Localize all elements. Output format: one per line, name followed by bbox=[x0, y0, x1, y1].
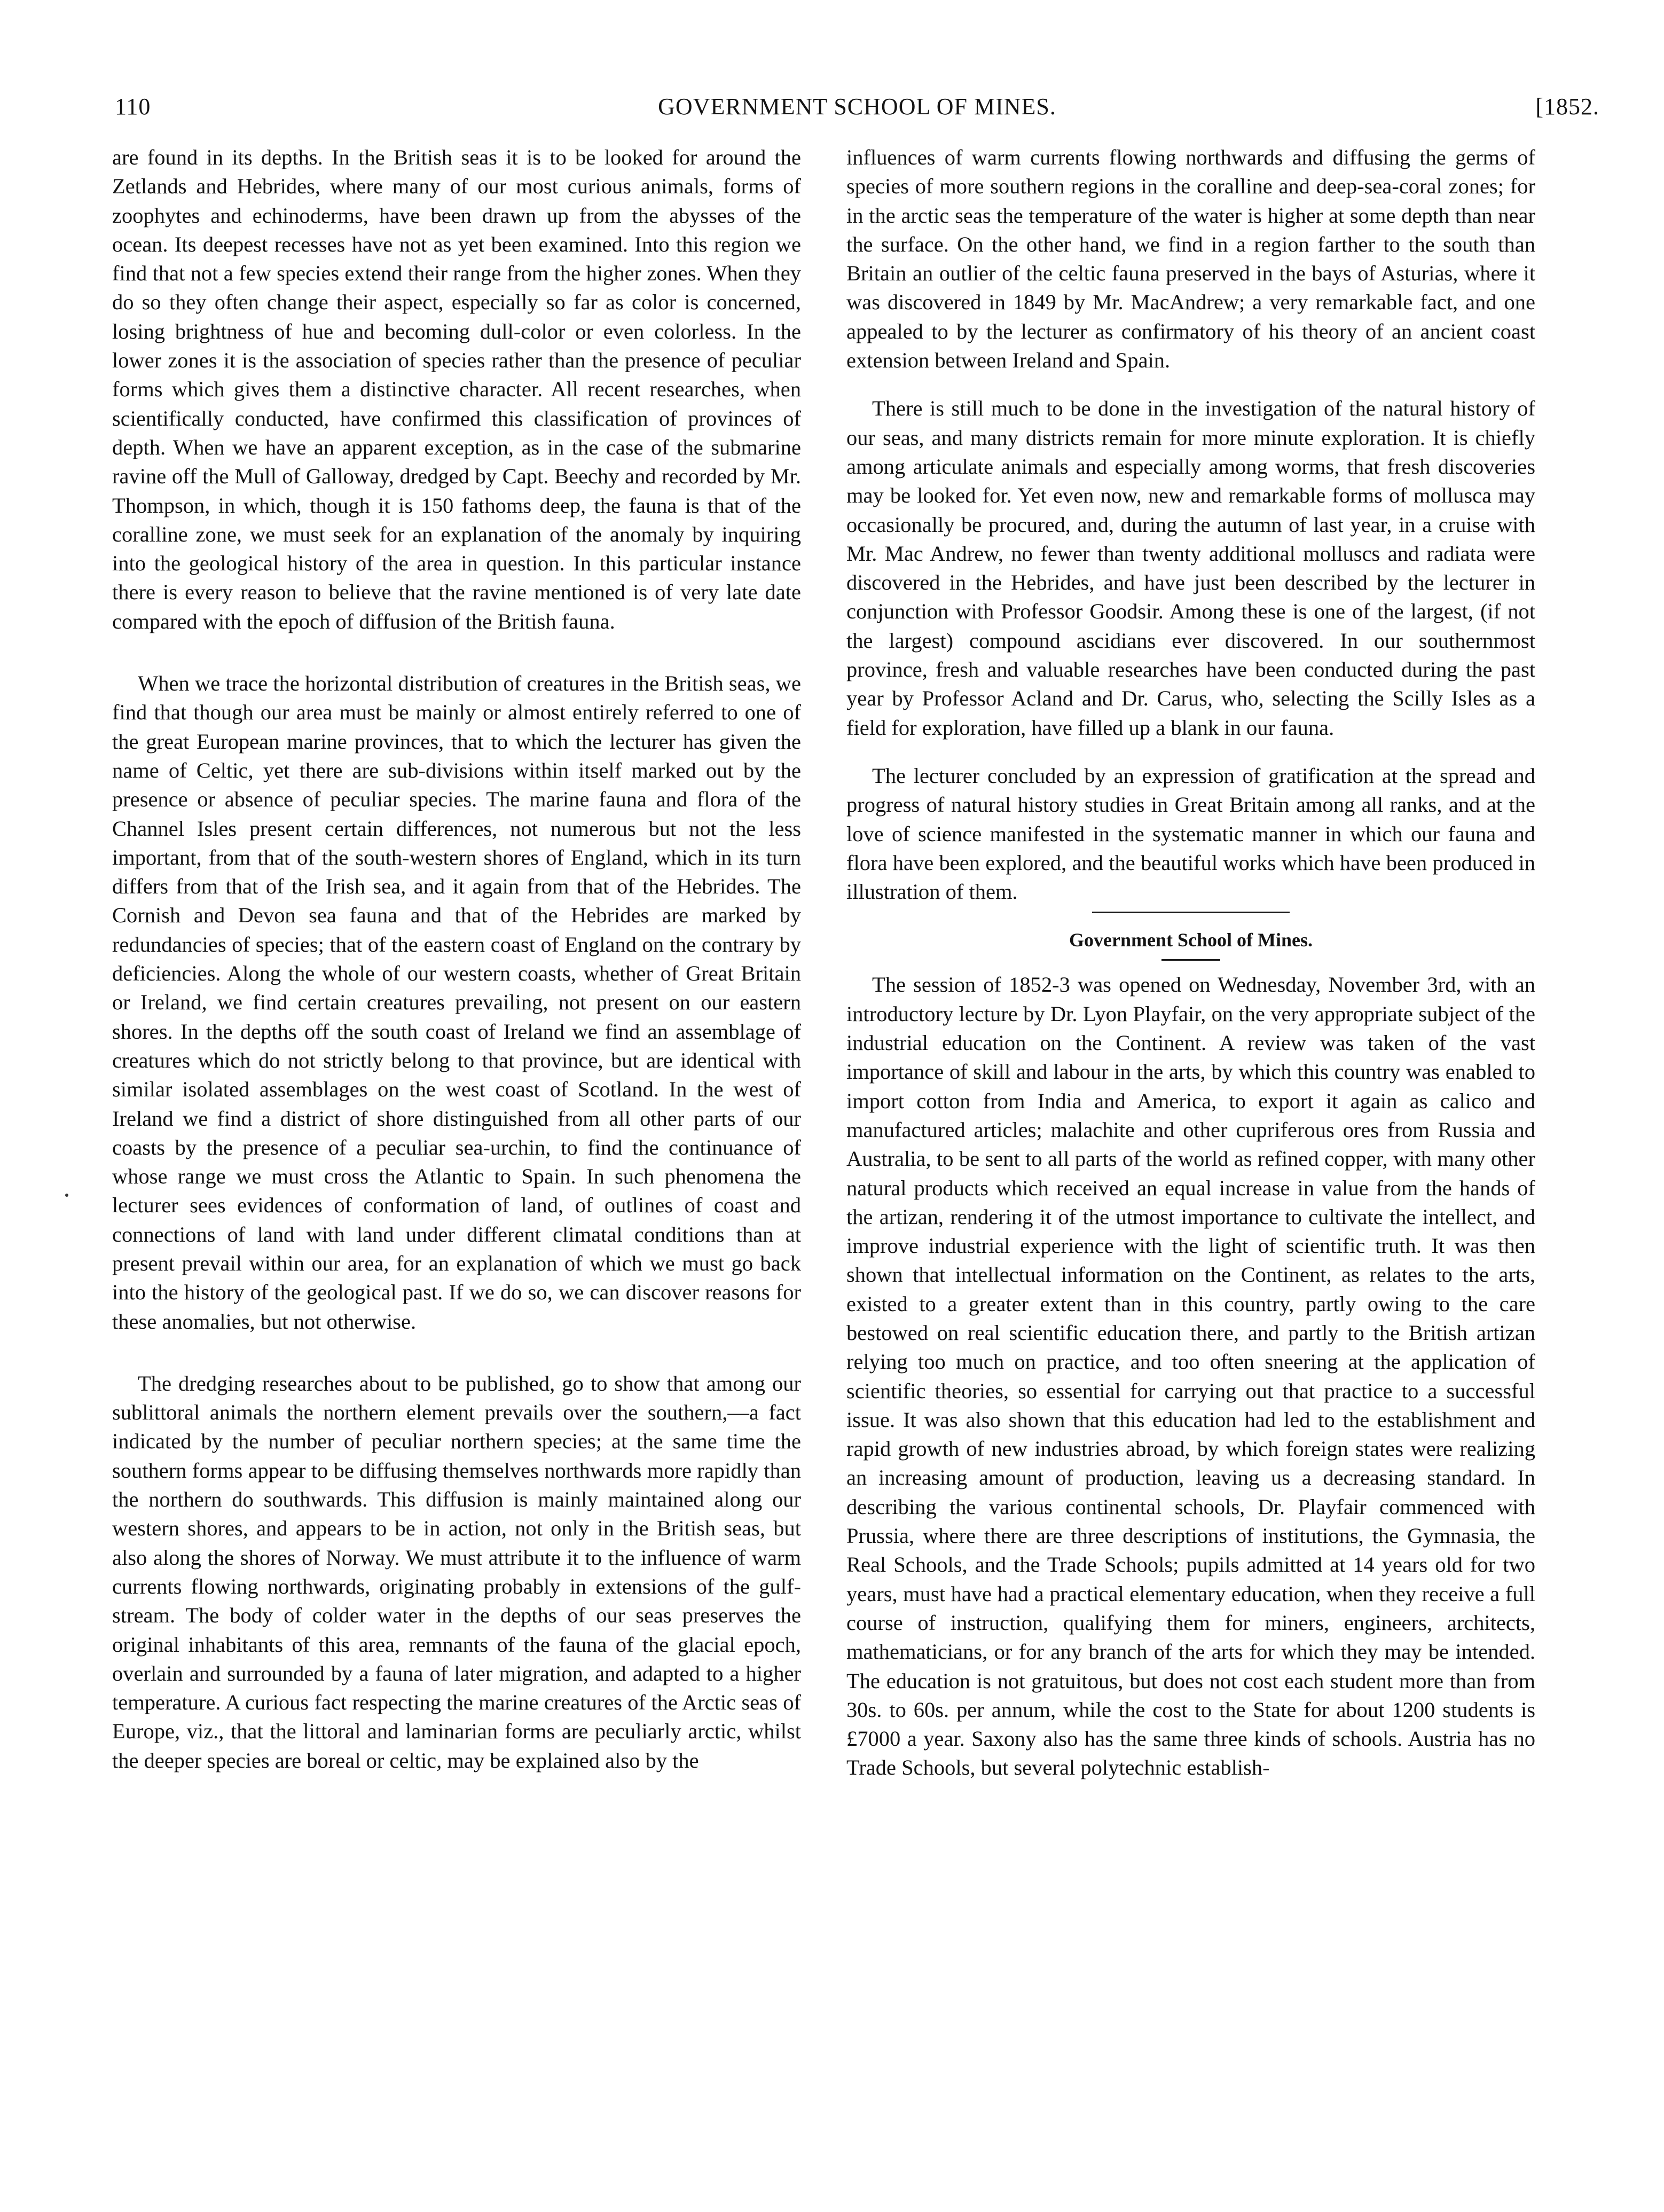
paragraph: are found in its depths. In the British seas it is to be looked for around the Zetlands and Hebrides, where many of our most curious animals, forms of zoophytes and echinoderms, have been drawn up from the abysses of the ocean. Its deepest recesses have not as yet been examined. Into this region we find that not a few species extend their range from the higher zones. When they do so they often change their aspect, especially so far as color is concerned, losing brightness of hue and becoming dull-color or even colorless. In the lower zones it is the association of species rather than the presence of peculiar forms which gives them a distinctive character. All recent researches, when scientifically conducted, have confirmed this classification of provinces of depth. When we have an apparent exception, as in the case of the submarine ravine off the Mull of Galloway, dredged by Capt. Beechy and recorded by Mr. Thompson, in which, though it is 150 fathoms deep, the fauna is that of the coralline zone, we must seek for an explanation of the anomaly by inquiring into the geological history of the area in question. In this particular instance there is every reason to believe that the ravine mentioned is of very late date compared with the epoch of diffusion of the British fauna. bbox=[112, 145, 801, 633]
paragraph: The lecturer concluded by an expression of gratification at the spread and progress of natural history studies in Great Britain among all ranks, and at the love of science manifested in the systematic manner in which our fauna and flora have been explored, and the beautiful works which have been produced in illustration of them. bbox=[846, 763, 1535, 904]
paragraph: There is still much to be done in the investigation of the natural history of our seas, and many districts remain for more minute exploration. It is chiefly among articulate animals and especially among worms, that fresh discoveries may be looked for. Yet even now, new and remarkable forms of mollusca may occasionally be procured, and, during the autumn of last year, in a cruise with Mr. Mac Andrew, no fewer than twenty additional molluscs and radiata were discovered in the Hebrides, and have just been described by the lecturer in conjunction with Professor Goodsir. Among these is one of the largest, (if not the largest) compound ascidians ever discovered. In our southernmost province, fresh and valuable researches have been conducted during the past year by Professor Acland and Dr. Carus, who, selecting the Scilly Isles as a field for exploration, have filled up a blank in our fauna. bbox=[846, 396, 1535, 740]
paragraph: The session of 1852-3 was opened on Wednesday, November 3rd, with an introductory lecture by Dr. Lyon Playfair, on the very appropriate subject of the industrial education on the Continent. A review was taken of the vast importance of skill and labour in the arts, by which this country was enabled to import cotton from India and America, to export it again as calico and manufactured articles; malachite and other cupriferous ores from Russia and Australia, to be sent to all parts of the world as refined copper, with many other natural products which received an equal increase in value from the hands of the artizan, rendering it of the utmost importance to cultivate the intellect, and improve industrial experience with the light of scientific truth. It was then shown that intellectual information on the Continent, as relates to the arts, existed to a greater extent than in this country, partly owing to the care bestowed on real scientific education there, and partly to the British artizan relying too much on practice, and too often sneering at the application of scientific theories, so essential for carrying out that practice to a successful issue. It was also shown that this education had led to the establishment and rapid growth of new industries abroad, by which foreign states were realizing an increasing amount of production, leaving us a decreasing standard. In describing the various continental schools, Dr. Playfair commenced with Prussia, where there are three descriptions of institutions, the Gymnasia, the Real Schools, and the Trade Schools; pupils admitted at 14 years old for two years, must have had a practical elementary education, when they receive a full course of instruction, qualifying them for miners, engineers, architects, mathematicians, or for any branch of the arts for which they may be intended. The education is not gratuitous, but does not cost each student more than from 30s. to 60s. per annum, while the cost to the State for about 1200 students is £7000 a year. Saxony also has the same three kinds of schools. Austria has no Trade Schools, but several polytechnic establish- bbox=[846, 972, 1535, 1780]
section-rule-bottom bbox=[1161, 959, 1220, 961]
margin-speck bbox=[65, 1194, 68, 1197]
paragraph: influences of warm currents flowing northwards and diffusing the germs of species of more southern regions in the coralline and deep-sea-coral zones; for in the arctic seas the temperature of the water is higher at some depth than near the surface. On the other hand, we find in a region farther to the south than Britain an outlier of the celtic fauna preserved in the bays of Asturias, where it was discovered in 1849 by Mr. MacAndrew; a very remarkable fact, and one appealed to by the lecturer as confirmatory of his theory of an ancient coast extension between Ireland and Spain. bbox=[846, 145, 1535, 373]
section-heading: Government School of Mines. bbox=[1069, 929, 1313, 951]
paragraph: The dredging researches about to be published, go to show that among our sublittoral animals the northern element prevails over the southern,—a fact indicated by the number of peculiar northern species; at the same time the southern forms appear to be diffusing themselves northwards more rapidly than the northern do southwards. This diffusion is mainly maintained along our western shores, and appears to be in action, not only in the British seas, but also along the shores of Norway. We must attribute it to the influence of warm currents flowing northwards, originating probably in extensions of the gulf-stream. The body of colder water in the depths of our seas preserves the original inhabitants of this area, remnants of the fauna of the glacial epoch, overlain and surrounded by a fauna of later migration, and adapted to a higher temperature. A curious fact respecting the marine creatures of the Arctic seas of Europe, viz., that the littoral and laminarian forms are peculiarly arctic, whilst the deeper species are boreal or celtic, may be explained also by the bbox=[112, 1371, 801, 1772]
section-rule-top bbox=[1092, 912, 1290, 913]
paragraph: When we trace the horizontal distribution of creatures in the British seas, we find that though our area must be mainly or almost entirely referred to one of the great European marine provinces, that to which the lecturer has given the name of Celtic, yet there are sub-divisions within itself marked out by the presence or absence of peculiar species. The marine fauna and flora of the Channel Isles present certain differences, not numerous but not the less important, from that of the south-western shores of England, which in its turn differs from that of the Irish sea, and it again from that of the Hebrides. The Cornish and Devon sea fauna and that of the Hebrides are marked by redundancies of species; that of the eastern coast of England on the contrary by deficiencies. Along the whole of our western coasts, whether of Great Britain or Ireland, we find certain creatures prevailing, not present on our eastern shores. In the depths off the south coast of Ireland we find an assemblage of creatures which do not strictly belong to that province, but are identical with similar isolated assemblages on the west coast of Scotland. In the west of Ireland we find a district of shore distinguished from all other parts of our coasts by the presence of a peculiar sea-urchin, to find the continuance of whose range we must cross the Atlantic to Spain. In such phenomena the lecturer sees evidences of conformation of land, of outlines of coast and connections of land with land under different climatal conditions than at present prevail within our area, for an explanation of which we must go back into the history of the geological past. If we do so, we can discover reasons for these anomalies, but not otherwise. bbox=[112, 671, 801, 1334]
right-column bbox=[846, 143, 1535, 1783]
running-title: GOVERNMENT SCHOOL OF MINES. bbox=[658, 93, 1056, 120]
year-marker: [1852. bbox=[1535, 93, 1599, 120]
page-header bbox=[115, 91, 1599, 139]
page-number: 110 bbox=[115, 93, 151, 120]
left-column bbox=[112, 143, 801, 1775]
